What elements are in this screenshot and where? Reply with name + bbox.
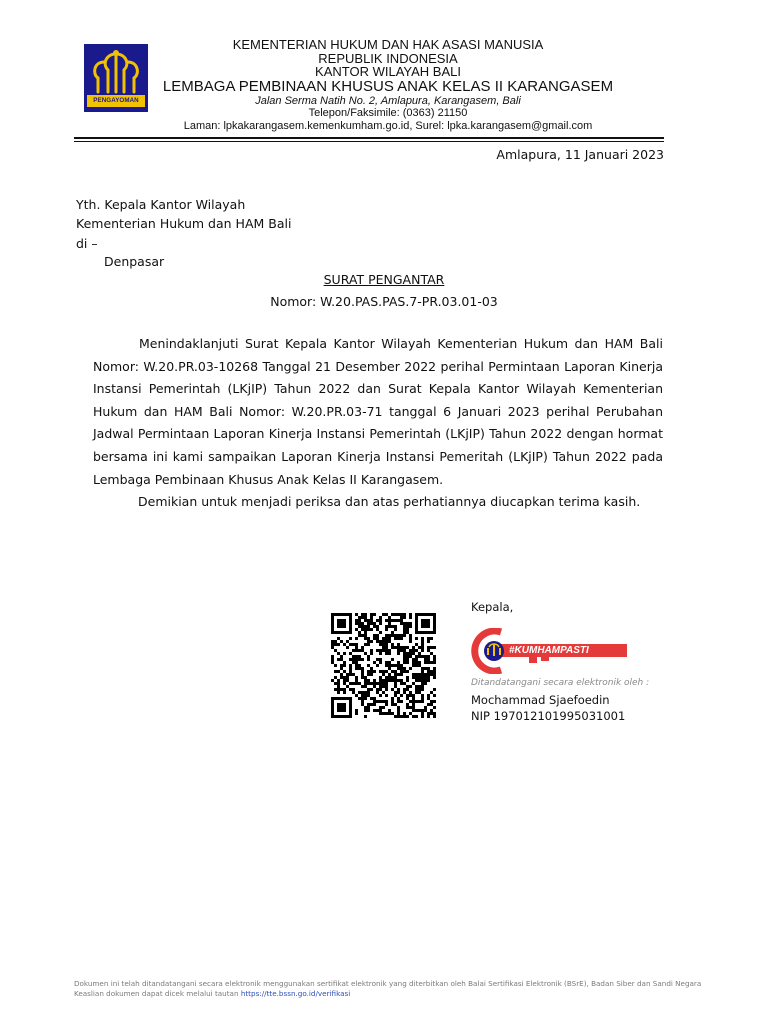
place-date: Amlapura, 11 Januari 2023 [496,147,664,162]
republic-name: REPUBLIK INDONESIA [318,51,458,66]
recipient-line-3: di – [76,236,98,251]
pengayoman-logo [84,44,148,112]
footer-esign-statement: Dokumen ini telah ditandatangani secara elektronik menggunakan sertifikat elektronik yang diterbitkan oleh Balai Sertifikasi Elektronik (BSrE), Badan Siber dan Sandi Negara [74,979,702,988]
footer-verification-text: Keaslian dokumen dapat dicek melalui tautan [74,989,239,998]
qr-code-icon [331,613,436,718]
kumham-pasti-badge [471,628,635,674]
verification-link[interactable]: https://tte.bssn.go.id/verifikasi [240,989,351,998]
signer-name: Mochammad Sjaefoedin [471,693,610,707]
regional-office-name: KANTOR WILAYAH BALI [315,64,461,79]
letter-body-paragraph: Menindaklanjuti Surat Kepala Kantor Wilayah Kementerian Hukum dan HAM Bali Nomor: W.20.PR.03-10268 Tanggal 21 Desember 2022 perihal Permintaan Laporan Kinerja Instansi Pemerintah (LKjIP) Tahun 2022 dan Surat Kepala Kantor Wilayah Kementerian Hukum dan HAM Bali Nomor: W.20.PR.03-71 tanggal 6 Januari 2023 perihal Perubahan Jadwal Permintaan Laporan Kinerja Instansi Pemerintah (LKjIP) Tahun 2022 dengan hormat bersama ini kami sampaikan Laporan Kinerja Instansi Pemeritah (LKjIP) Tahun 2022 pada Lembaga Pembinaan Khusus Anak Kelas II Karangasem. [93,336,663,487]
signer-position: Kepala, [471,600,514,614]
institution-name: LEMBAGA PEMBINAAN KHUSUS ANAK KELAS II KARANGASEM [162,78,614,95]
institution-phone: Telepon/Faksimile: (0363) 21150 [308,107,468,119]
signer-nip: NIP 197012101995031001 [471,709,626,723]
recipient-line-1: Yth. Kepala Kantor Wilayah [76,197,246,212]
badge-hashtag: #KUMHAMPASTI [509,645,589,656]
recipient-city: Denpasar [104,254,165,269]
letter-number: Nomor: W.20.PAS.PAS.7-PR.03.01-03 [270,294,498,309]
letterhead-divider-thick [74,137,664,139]
logo-caption: PENGAYOMAN [93,97,139,104]
institution-web-email: Laman: lpkakarangasem.kemenkumham.go.id, Surel: lpka.karangasem@gmail.com [183,120,593,132]
letterhead-divider-thin [74,141,664,142]
ministry-name: KEMENTERIAN HUKUM DAN HAK ASASI MANUSIA [232,37,544,52]
footer-verification [74,989,350,998]
recipient-line-2: Kementerian Hukum dan HAM Bali [76,216,292,231]
qr-code [331,613,436,718]
esign-note: Ditandatangani secara elektronik oleh : [471,678,650,688]
institution-address: Jalan Serma Natih No. 2, Amlapura, Karangasem, Bali [255,95,521,107]
closing-sentence: Demikian untuk menjadi periksa dan atas perhatiannya diucapkan terima kasih. [138,494,641,509]
letter-title: SURAT PENGANTAR [323,272,445,287]
